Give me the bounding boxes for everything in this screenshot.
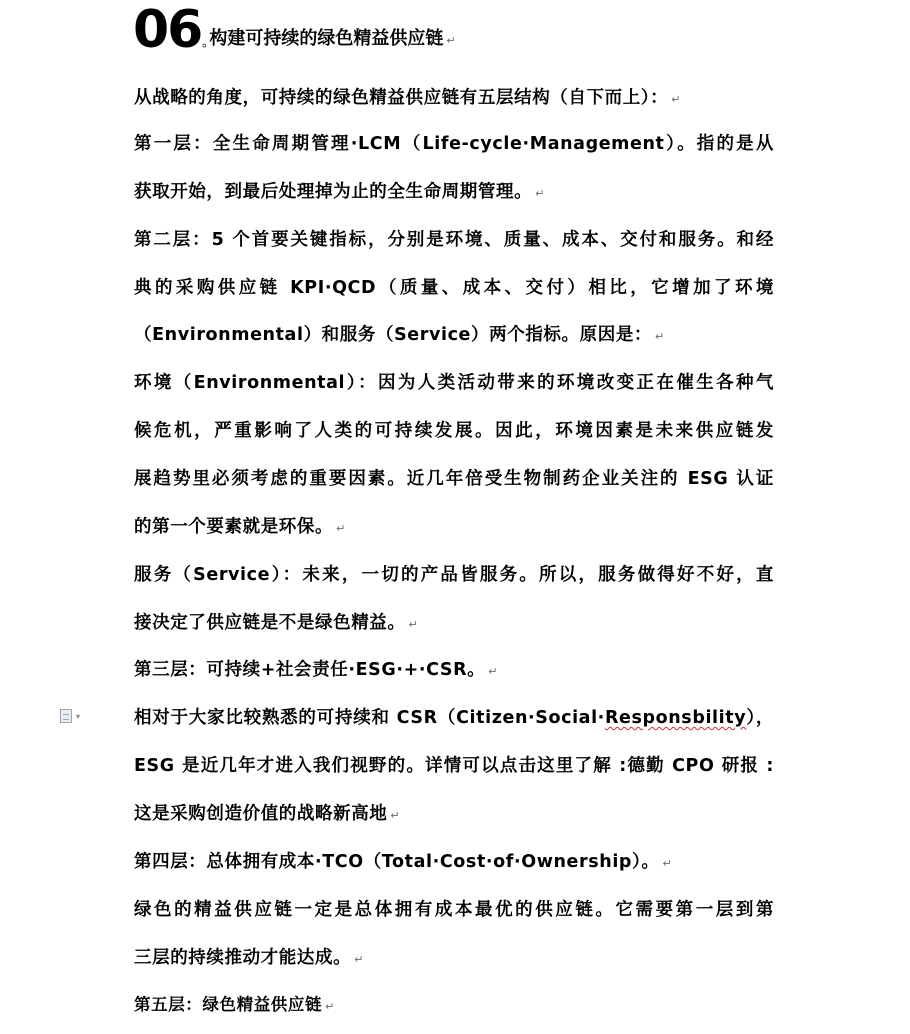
text-line: 获取开始，到最后处理掉为止的全生命周期管理。 ↵ xyxy=(134,182,546,202)
text-line: 接决定了供应链是不是绿色精益。 ↵ xyxy=(134,613,419,633)
section-title: 构建可持续的绿色精益供应链 ↵ xyxy=(209,28,456,49)
text-line: 服务（Service）：未来，一切的产品皆服务。所以，服务做得好不好，直 xyxy=(134,565,774,585)
text-line: 的第一个要素就是环保。 ↵ xyxy=(134,517,346,537)
text-line: 这是采购创造价值的战略新高地 ↵ xyxy=(134,804,401,824)
text-line: 三层的持续推动才能达成。 ↵ xyxy=(134,948,365,968)
text-line: 第五层：绿色精益供应链 ↵ xyxy=(134,995,335,1014)
space-mark: ° xyxy=(201,42,208,56)
text-line: ESG 是近几年才进入我们视野的。详情可以点击这里了解 :德勤 CPO 研报 : xyxy=(134,756,774,776)
text-line: 相对于大家比较熟悉的可持续和 CSR（Citizen·Social·Responsbility）， xyxy=(134,708,775,728)
text-line: 第一层：全生命周期管理·LCM（Life-cycle·Management）。指的是从 xyxy=(134,134,774,154)
text-line: （Environmental）和服务（Service）两个指标。原因是： ↵ xyxy=(134,325,665,345)
text-line: 从战略的角度，可持续的绿色精益供应链有五层结构（自下而上）： ↵ xyxy=(134,88,682,108)
chevron-down-icon: ▾ xyxy=(76,711,81,721)
text-line: 展趋势里必须考虑的重要因素。近几年倍受生物制药企业关注的 ESG 认证 xyxy=(134,469,774,489)
text-line: 第四层：总体拥有成本·TCO（Total·Cost·of·Ownership）。 ↵ xyxy=(134,852,673,872)
section-heading xyxy=(133,0,456,60)
section-number: 06 xyxy=(133,0,202,60)
spelling-error[interactable]: Responsbility xyxy=(604,708,747,728)
text-line: 第二层：5 个首要关键指标，分别是环境、质量、成本、交付和服务。和经 xyxy=(134,230,774,250)
text-line: 绿色的精益供应链一定是总体拥有成本最优的供应链。它需要第一层到第 xyxy=(134,900,774,920)
text-line: 第三层：可持续+社会责任·ESG·+·CSR。 ↵ xyxy=(134,660,499,680)
text-line: 候危机，严重影响了人类的可持续发展。因此，环境因素是未来供应链发 xyxy=(134,421,774,441)
text-line: 环境（Environmental）：因为人类活动带来的环境改变正在催生各种气 xyxy=(134,373,774,393)
comment-marker-icon[interactable] xyxy=(60,708,90,724)
document-icon xyxy=(60,709,72,723)
text-line: 典的采购供应链 KPI·QCD（质量、成本、交付）相比，它增加了环境 xyxy=(134,278,774,298)
